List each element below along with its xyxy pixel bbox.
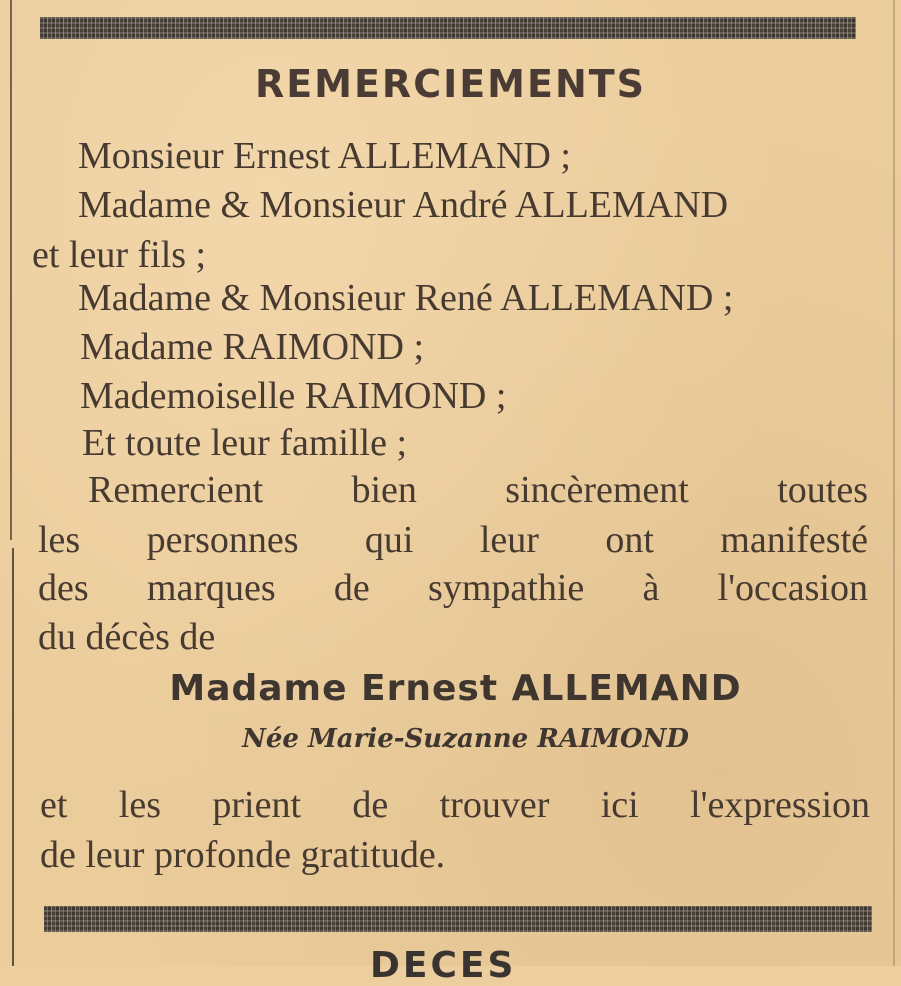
notice-line: Monsieur Ernest ALLEMAND ;	[78, 135, 571, 177]
closing-line: de leur profonde gratitude.	[40, 834, 446, 876]
page-edge-line	[893, 0, 895, 966]
next-article-heading	[370, 945, 540, 986]
notice-title: REMERCIEMENTS	[254, 62, 647, 106]
next-heading-text: DECES	[370, 945, 517, 986]
notice-line: Et toute leur famille ;	[82, 422, 408, 464]
bottom-decorative-rule	[44, 906, 872, 932]
notice-line: des marques de sympathie à l'occasion	[38, 567, 868, 609]
page-edge-line	[12, 548, 14, 966]
notice-line: Madame & Monsieur André ALLEMAND	[78, 184, 729, 226]
notice-line: les personnes qui leur ont manifesté	[38, 519, 868, 561]
deceased-name: Madame Ernest ALLEMAND	[169, 668, 742, 709]
notice-line: Madame & Monsieur René ALLEMAND ;	[78, 277, 734, 319]
maiden-name: Née Marie-Suzanne RAIMOND	[242, 724, 689, 754]
closing-line: et les prient de trouver ici l'expression	[40, 784, 870, 826]
notice-line: et leur fils ;	[32, 234, 207, 276]
notice-line: Remercient bien sincèrement toutes	[88, 469, 868, 511]
notice-line: Madame RAIMOND ;	[80, 326, 425, 368]
notice-line: Mademoiselle RAIMOND ;	[80, 375, 507, 417]
top-decorative-rule	[40, 17, 856, 39]
notice-line: du décès de	[38, 616, 216, 658]
